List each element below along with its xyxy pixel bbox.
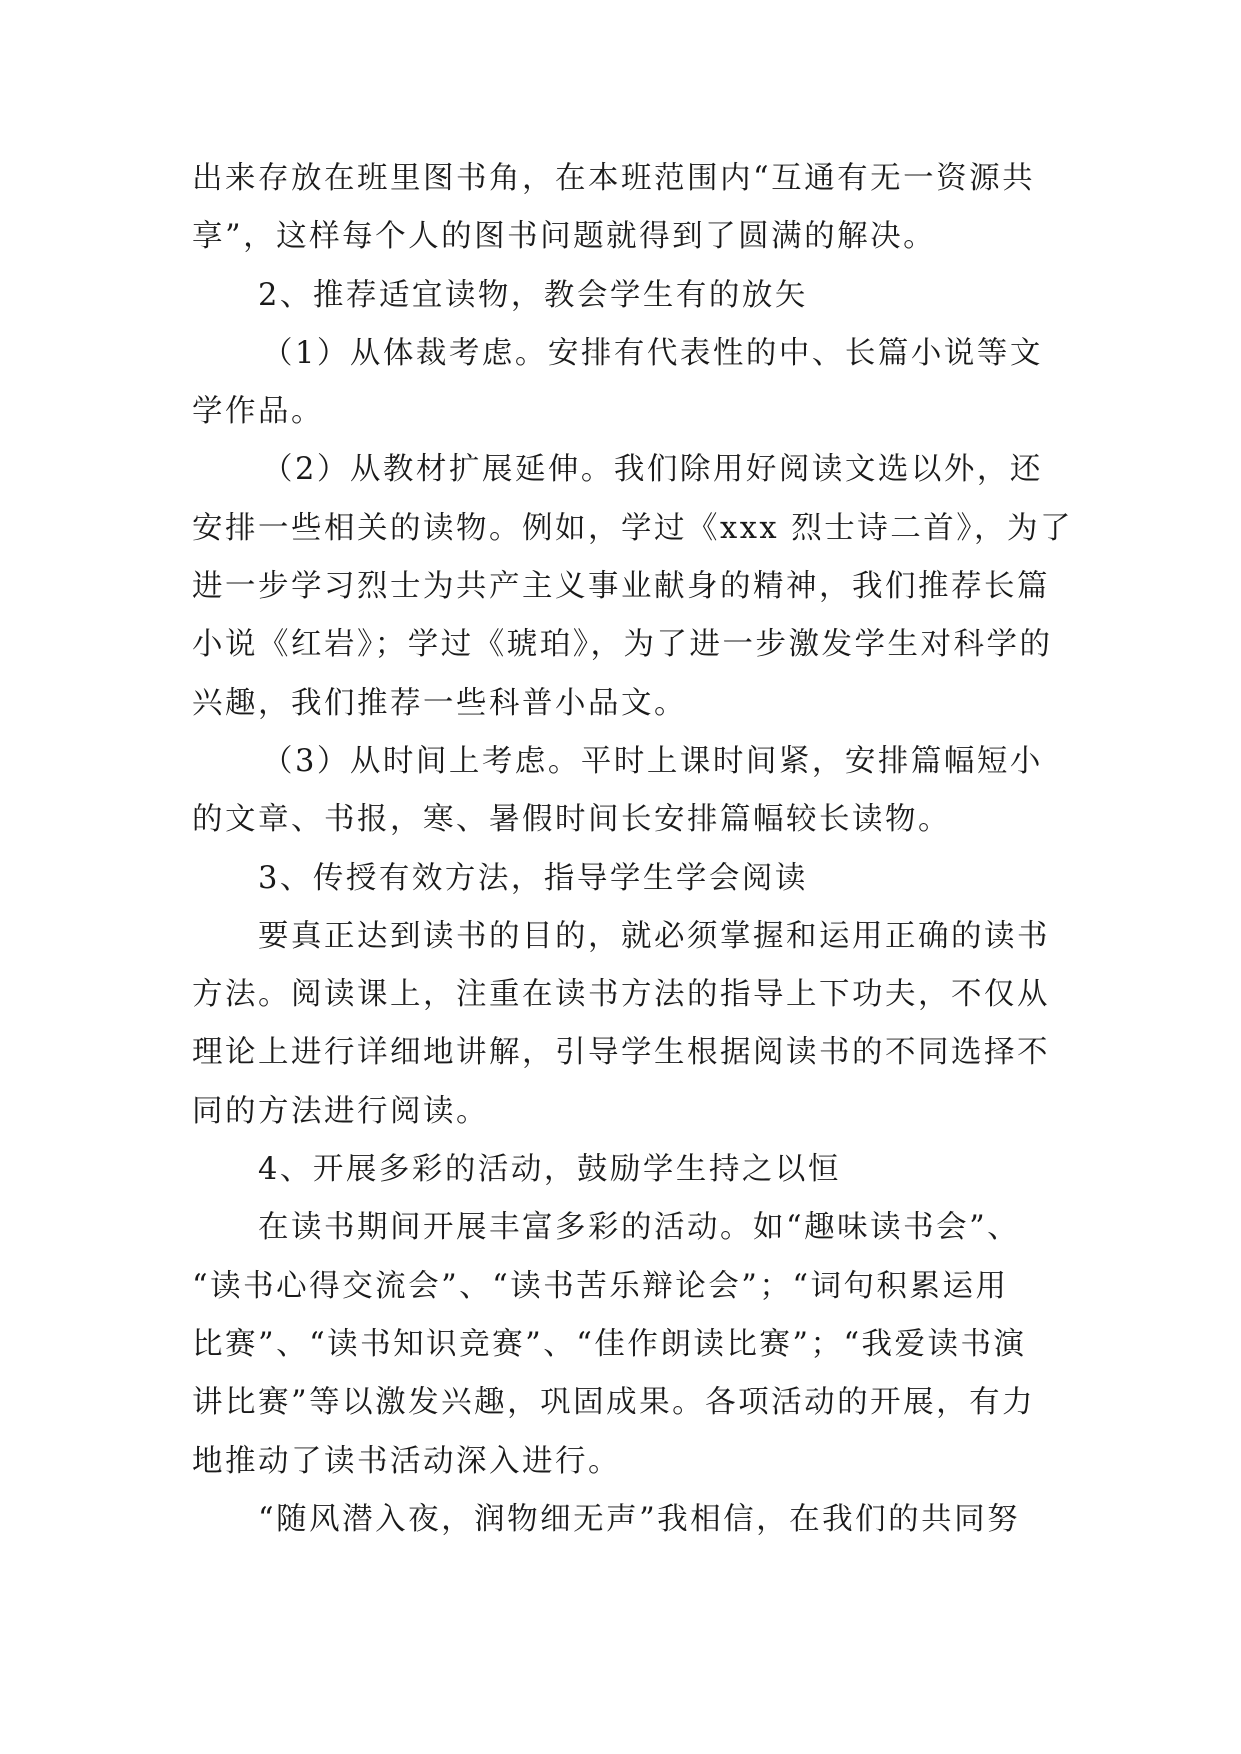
- text-line: 的文章、书报，寒、暑假时间长安排篇幅较长读物。: [192, 802, 951, 838]
- section-heading: 2、推荐适宜读物，教会学生有的放矢: [258, 277, 808, 313]
- text-line: 同的方法进行阅读。: [192, 1093, 489, 1129]
- text-line: 享”，这样每个人的图书问题就得到了圆满的解决。: [192, 219, 937, 255]
- text-line: 要真正达到读书的目的，就必须掌握和运用正确的读书: [258, 918, 1050, 954]
- text-line: 进一步学习烈士为共产主义事业献身的精神，我们推荐长篇: [192, 569, 1050, 605]
- text-line: 学作品。: [192, 394, 324, 430]
- section-heading: 3、传授有效方法，指导学生学会阅读: [258, 860, 808, 896]
- text-line: 比赛”、“读书知识竞赛”、“佳作朗读比赛”；“我爱读书演: [192, 1326, 1027, 1362]
- text-line: 地推动了读书活动深入进行。: [192, 1443, 621, 1479]
- text-line: “读书心得交流会”、“读书苦乐辩论会”；“词句积累运用: [192, 1268, 1009, 1304]
- text-line: 讲比赛”等以激发兴趣，巩固成果。各项活动的开展，有力: [192, 1385, 1036, 1421]
- text-line: 理论上进行详细地讲解，引导学生根据阅读书的不同选择不: [192, 1035, 1050, 1071]
- text-line: “随风潜入夜，润物细无声”我相信，在我们的共同努: [258, 1501, 1021, 1537]
- text-line: （1）从体裁考虑。安排有代表性的中、长篇小说等文: [262, 335, 1043, 371]
- text-line: 在读书期间开展丰富多彩的活动。如“趣味读书会”、: [258, 1210, 1021, 1246]
- text-line: （2）从教材扩展延伸。我们除用好阅读文选以外，还: [262, 452, 1043, 488]
- text-line: 安排一些相关的读物。例如，学过《xxx 烈士诗二首》，为了: [192, 510, 1074, 546]
- text-line: 方法。阅读课上，注重在读书方法的指导上下功夫，不仅从: [192, 977, 1050, 1013]
- text-line: 小说《红岩》；学过《琥珀》，为了进一步激发学生对科学的: [192, 627, 1053, 663]
- body-text: [192, 150, 1074, 1549]
- section-heading: 4、开展多彩的活动，鼓励学生持之以恒: [258, 1152, 841, 1188]
- text-line: 兴趣，我们推荐一些科普小品文。: [192, 685, 687, 721]
- text-line: 出来存放在班里图书角，在本班范围内“互通有无一资源共: [192, 161, 1036, 196]
- text-line: （3）从时间上考虑。平时上课时间紧，安排篇幅短小: [262, 743, 1043, 779]
